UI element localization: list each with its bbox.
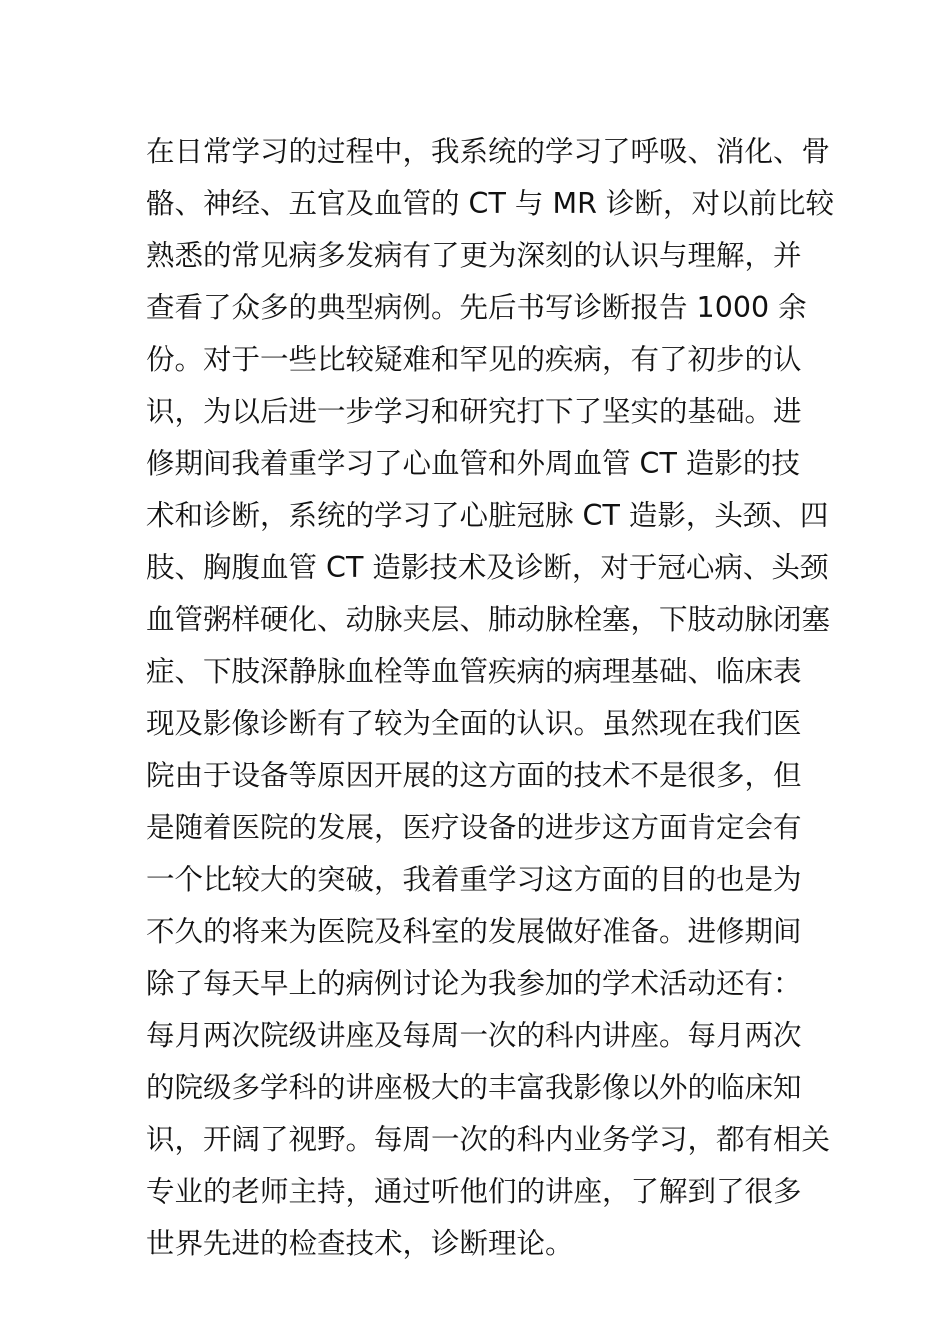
text-line: 份。对于一些比较疑难和罕见的疾病，有了初步的认 — [146, 343, 802, 376]
text-line: 除了每天早上的病例讨论为我参加的学术活动还有： — [146, 967, 802, 1000]
text-line: 血管粥样硬化、动脉夹层、肺动脉栓塞，下肢动脉闭塞 — [146, 603, 831, 636]
text-line: 查看了众多的典型病例。先后书写诊断报告 1000 余 — [146, 291, 807, 324]
text-line: 在日常学习的过程中，我系统的学习了呼吸、消化、骨 — [146, 135, 831, 168]
text-line: 的院级多学科的讲座极大的丰富我影像以外的临床知 — [146, 1071, 802, 1104]
text-line: 修期间我着重学习了心血管和外周血管 CT 造影的技 — [146, 447, 800, 480]
text-line: 术和诊断，系统的学习了心脏冠脉 CT 造影，头颈、四 — [146, 499, 829, 532]
text-line: 院由于设备等原因开展的这方面的技术不是很多，但 — [146, 759, 802, 792]
text-line: 识，开阔了视野。每周一次的科内业务学习，都有相关 — [146, 1123, 831, 1156]
text-line: 每月两次院级讲座及每周一次的科内讲座。每月两次 — [146, 1019, 802, 1052]
text-line: 熟悉的常见病多发病有了更为深刻的认识与理解，并 — [146, 239, 802, 272]
text-line: 一个比较大的突破，我着重学习这方面的目的也是为 — [146, 863, 802, 896]
text-line: 肢、胸腹血管 CT 造影技术及诊断，对于冠心病、头颈 — [146, 551, 829, 584]
text-line: 识，为以后进一步学习和研究打下了坚实的基础。进 — [146, 395, 802, 428]
body-paragraph — [146, 126, 846, 1270]
text-line: 不久的将来为医院及科室的发展做好准备。进修期间 — [146, 915, 802, 948]
text-line: 是随着医院的发展，医疗设备的进步这方面肯定会有 — [146, 811, 802, 844]
text-line: 症、下肢深静脉血栓等血管疾病的病理基础、临床表 — [146, 655, 802, 688]
text-line: 世界先进的检查技术，诊断理论。 — [146, 1227, 574, 1260]
text-line: 骼、神经、五官及血管的 CT 与 MR 诊断，对以前比较 — [146, 187, 834, 220]
text-line: 专业的老师主持，通过听他们的讲座，了解到了很多 — [146, 1175, 802, 1208]
text-line: 现及影像诊断有了较为全面的认识。虽然现在我们医 — [146, 707, 802, 740]
